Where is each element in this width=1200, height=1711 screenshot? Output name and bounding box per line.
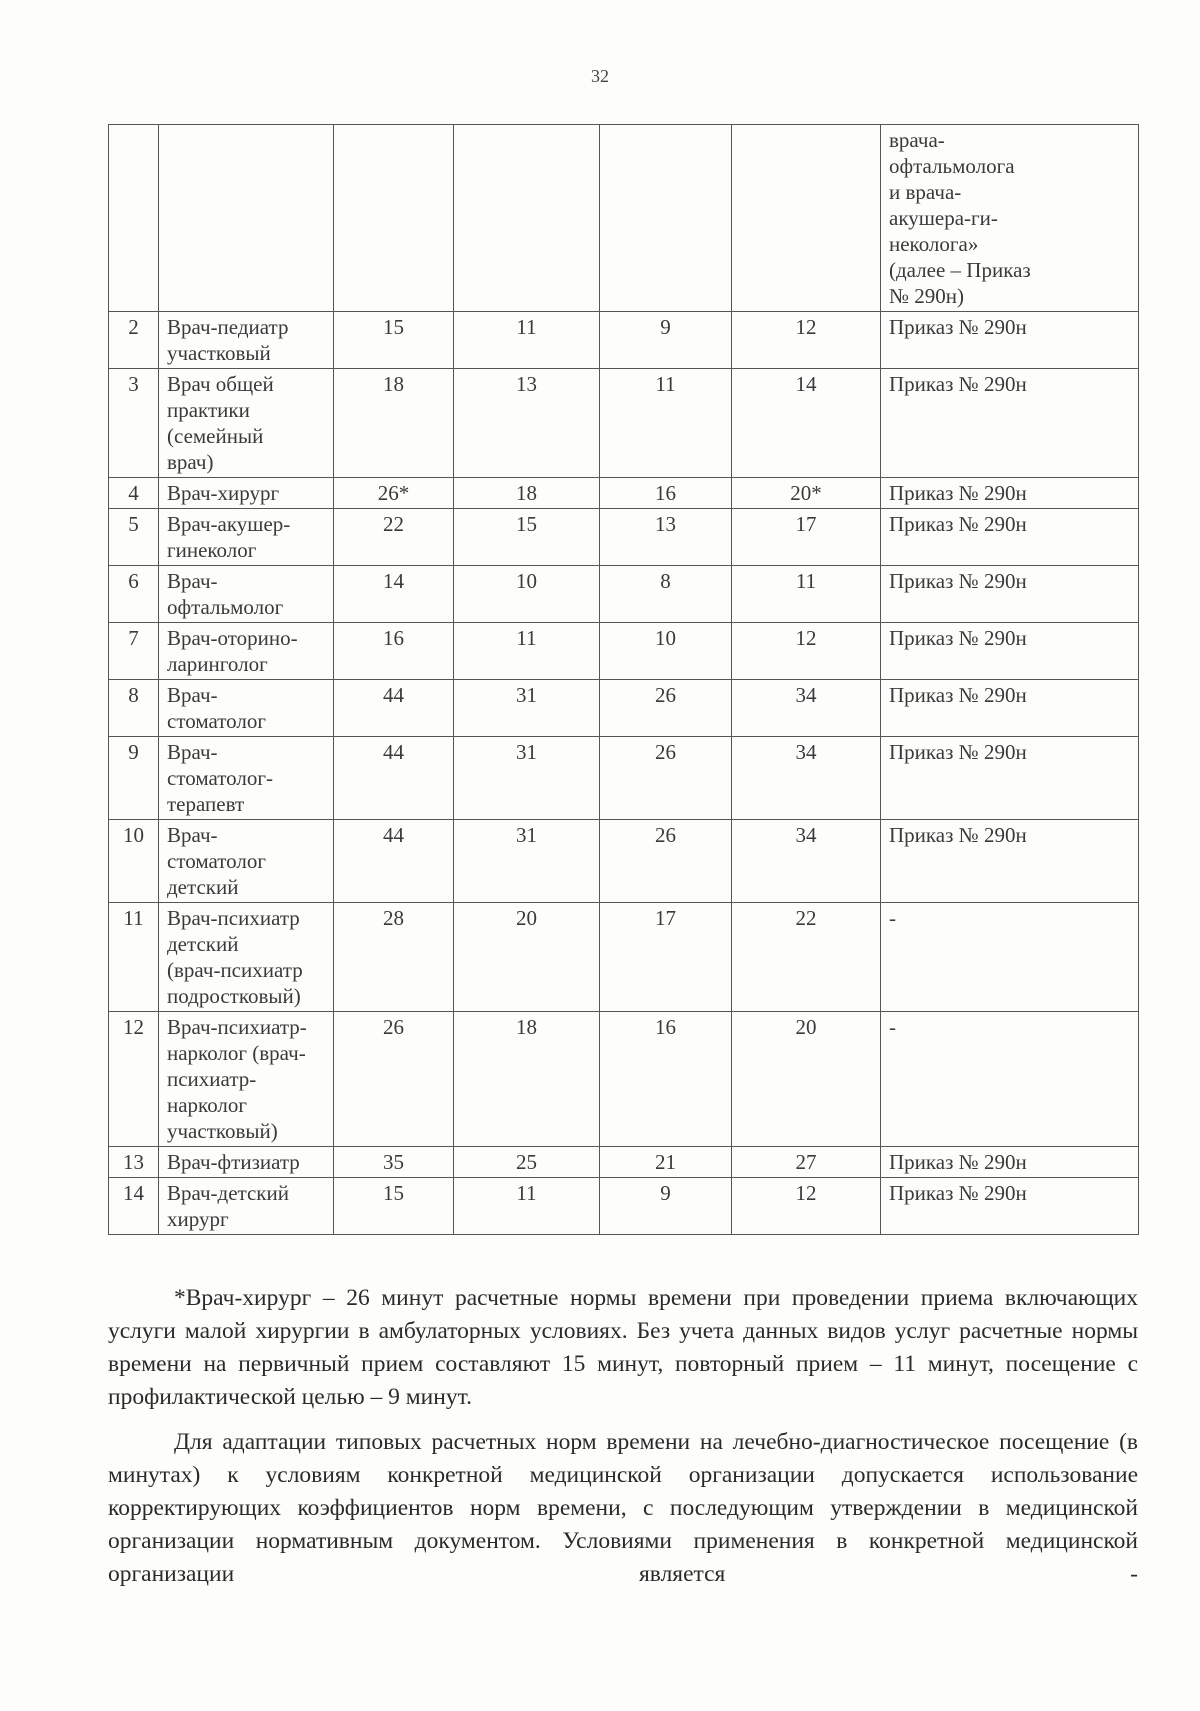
norm-value-cell: 21 [600,1147,732,1178]
row-number-cell: 3 [109,369,159,478]
norm-value-cell: 16 [334,623,454,680]
norm-value-cell: 26 [600,680,732,737]
norm-value-cell: 17 [732,509,881,566]
norm-value-cell: 26 [600,820,732,903]
source-cell: Приказ № 290н [881,680,1139,737]
norm-value-cell: 12 [732,312,881,369]
row-number-cell: 13 [109,1147,159,1178]
norm-value-cell: 34 [732,737,881,820]
norm-value-cell: 25 [454,1147,600,1178]
source-cell: врача- офтальмолога и врача- акушера-ги- неколога» (далее – Приказ № 290н) [881,125,1139,312]
norm-value-cell: 11 [600,369,732,478]
table-row [109,903,1139,1012]
norm-value-cell: 27 [732,1147,881,1178]
table-row [109,125,1139,312]
norm-value-cell: 9 [600,312,732,369]
specialty-cell [159,125,334,312]
table-row [109,369,1139,478]
norm-value-cell: 15 [334,1178,454,1235]
norm-value-cell: 11 [454,1178,600,1235]
row-number-cell: 10 [109,820,159,903]
norm-value-cell: 11 [732,566,881,623]
norm-value-cell: 13 [454,369,600,478]
table-row [109,1178,1139,1235]
norm-value-cell: 22 [732,903,881,1012]
norm-value-cell: 10 [600,623,732,680]
norm-value-cell: 12 [732,1178,881,1235]
specialty-cell: Врач- офтальмолог [159,566,334,623]
table-row [109,680,1139,737]
norm-value-cell: 20 [454,903,600,1012]
table-row [109,566,1139,623]
norm-value-cell: 31 [454,680,600,737]
norm-value-cell: 11 [454,623,600,680]
table-row [109,820,1139,903]
specialty-cell: Врач-психиатр детский (врач-психиатр подростковый) [159,903,334,1012]
row-number-cell: 2 [109,312,159,369]
norm-value-cell: 14 [732,369,881,478]
table-row [109,509,1139,566]
row-number-cell: 11 [109,903,159,1012]
norm-value-cell: 18 [454,1012,600,1147]
specialty-cell: Врач-детский хирург [159,1178,334,1235]
specialty-cell: Врач-фтизиатр [159,1147,334,1178]
row-number-cell: 4 [109,478,159,509]
footnote-surgeon: *Врач-хирург – 26 минут расчетные нормы времени при проведении приема включающих услуги малой хирургии в амбулаторных условиях. Без учета данных видов услуг расчетные нормы времени на первичный прием составляют 15 минут, повторный прием – 11 минут, посещение с профилактической целью – 9 минут. [108,1285,1138,1410]
row-number-cell [109,125,159,312]
table-row [109,1012,1139,1147]
table-row [109,623,1139,680]
norm-value-cell: 26* [334,478,454,509]
row-number-cell: 12 [109,1012,159,1147]
page-number: 32 [591,66,609,86]
table-row [109,478,1139,509]
source-cell: - [881,1012,1139,1147]
source-cell: Приказ № 290н [881,1147,1139,1178]
table-row [109,737,1139,820]
specialty-cell: Врач-психиатр- нарколог (врач- психиатр- нарколог участковый) [159,1012,334,1147]
norm-value-cell: 12 [732,623,881,680]
norm-value-cell: 28 [334,903,454,1012]
norm-value-cell: 44 [334,737,454,820]
norm-value-cell: 31 [454,820,600,903]
body-paragraph: Для адаптации типовых расчетных норм времени на лечебно-диагностическое посещение (в минутах) к условиям конкретной медицинской организации допускается использование корректирующих коэффициентов норм времени, с последующим утверждении в медицинской организации нормативным документом. Условиями применения в конкретной медицинской организации является - [108,1429,1138,1587]
specialty-cell: Врач- стоматолог детский [159,820,334,903]
norm-value-cell [454,125,600,312]
source-cell: Приказ № 290н [881,737,1139,820]
norm-value-cell: 26 [600,737,732,820]
norm-value-cell: 26 [334,1012,454,1147]
row-number-cell: 9 [109,737,159,820]
norm-value-cell: 15 [334,312,454,369]
row-number-cell: 8 [109,680,159,737]
source-cell: Приказ № 290н [881,623,1139,680]
norm-value-cell: 9 [600,1178,732,1235]
source-cell: Приказ № 290н [881,478,1139,509]
row-number-cell: 7 [109,623,159,680]
specialty-cell: Врач- стоматолог [159,680,334,737]
norm-value-cell: 31 [454,737,600,820]
specialty-cell: Врач-оторино- ларинголог [159,623,334,680]
row-number-cell: 5 [109,509,159,566]
time-norms-table [108,124,1139,1235]
source-cell: Приказ № 290н [881,820,1139,903]
norm-value-cell: 13 [600,509,732,566]
norm-value-cell: 44 [334,680,454,737]
norm-value-cell: 20* [732,478,881,509]
norm-value-cell: 17 [600,903,732,1012]
norm-value-cell: 35 [334,1147,454,1178]
norm-value-cell [600,125,732,312]
norm-value-cell: 14 [334,566,454,623]
source-cell: Приказ № 290н [881,566,1139,623]
table-row [109,312,1139,369]
text-block [108,1282,1138,1603]
table-row [109,1147,1139,1178]
source-cell: - [881,903,1139,1012]
specialty-cell: Врач-педиатр участковый [159,312,334,369]
norm-value-cell: 16 [600,478,732,509]
norm-value-cell: 20 [732,1012,881,1147]
norm-value-cell: 8 [600,566,732,623]
norm-value-cell: 10 [454,566,600,623]
specialty-cell: Врач общей практики (семейный врач) [159,369,334,478]
source-cell: Приказ № 290н [881,1178,1139,1235]
norm-value-cell: 16 [600,1012,732,1147]
row-number-cell: 6 [109,566,159,623]
norm-value-cell [334,125,454,312]
norm-value-cell: 18 [454,478,600,509]
norm-value-cell: 11 [454,312,600,369]
norm-value-cell: 34 [732,820,881,903]
specialty-cell: Врач- стоматолог- терапевт [159,737,334,820]
specialty-cell: Врач-хирург [159,478,334,509]
norm-value-cell [732,125,881,312]
source-cell: Приказ № 290н [881,369,1139,478]
source-cell: Приказ № 290н [881,312,1139,369]
norm-value-cell: 22 [334,509,454,566]
norm-value-cell: 34 [732,680,881,737]
source-cell: Приказ № 290н [881,509,1139,566]
specialty-cell: Врач-акушер- гинеколог [159,509,334,566]
norm-value-cell: 15 [454,509,600,566]
norm-value-cell: 44 [334,820,454,903]
row-number-cell: 14 [109,1178,159,1235]
norm-value-cell: 18 [334,369,454,478]
